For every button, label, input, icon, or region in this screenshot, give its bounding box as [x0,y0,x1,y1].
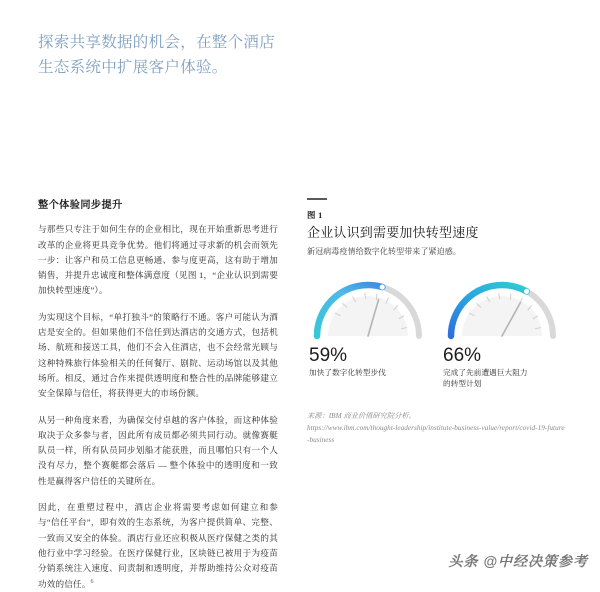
gauge-chart-group [307,270,565,389]
body-paragraph: 与那些只专注于如何生存的企业相比，现在开始重新思考进行改革的企业将更具竞争优势。他们将通过寻求新的机会而领先一步：让客户和员工信息更畅通、参与度更高，这有助于增加销售，并提升忠诚度和整体满意度（见图 1，“企业认识到需要加快转型速度”）。 [38,224,278,296]
figure-source [307,411,565,446]
source-url[interactable]: https://www.ibm.com/thought-leadership/institute-business-value/report/covid-19-future-business [307,423,565,444]
section-heading: 整个体验同步提升 [38,200,123,211]
body-paragraph-last [38,500,278,592]
figure-divider-rule [307,198,327,200]
source-label: 来源：IBM 商业价值研究院分析。 [307,412,416,421]
body-paragraph: 从另一种角度来看，为确保交付卓越的客户体验，而这种体验取决于众多参与者，因此所有成员都必须共同行动。就像赛艇队员一样，所有队员同步划船才能获胜，而且哪怕只有一个人没有尽力，整个赛艇都会落后 — 整个体验中的透明度和一致性是赢得客户信任的关键所在。 [38,414,278,486]
figure-subtitle: 新冠病毒疫情给数字化转型带来了紧迫感。 [307,247,461,257]
gauge-chart-2 [441,270,563,342]
gauge-end-marker [380,285,385,290]
gauge-caption: 完成了先前遭遇巨大阻力 的转型计划 [443,368,528,389]
figure-number-label: 图 1 [307,210,323,220]
headline-line-2: 生态系统中扩展客户体验。 [38,59,228,77]
page-headline [38,30,308,80]
gauge-value-label: 66% [443,345,482,367]
left-text-column [38,199,278,592]
gauge-block [441,270,563,389]
watermark: 头条 @中经决策参考 [448,553,588,569]
gauge-block [307,270,429,378]
body-paragraph-text: 因此，在重塑过程中，酒店企业将需要考虑如何建立和参与“信任平台”，即有效的生态系统，为客户提供简单、完整、一致而又安全的体验。酒店行业还应积极从医疗保健之类的其他行业中学习经验。在医疗保健行业，区块链已被用于为疫苗分销系统注入速度、问责制和透明度，并帮助维持公众对疫苗功效的信任。 [38,502,278,589]
footnote-marker: 6 [90,578,94,585]
figure-panel [307,198,565,446]
gauge-chart-1 [307,270,429,342]
gauge-caption: 加快了数字化转型步伐 [309,368,386,378]
headline-line-1: 探索共享数据的机会，在整个酒店 [38,34,276,51]
figure-title: 企业认识到需要加快转型速度 [307,224,479,240]
body-paragraph: 为实现这个目标，“单打独斗”的策略行不通。客户可能认为酒店是安全的。但如果他们不信任到达酒店的交通方式，包括机场、航班和接送工具，他们不会入住酒店，也不会经常光顾与这种特殊旅行体验相关的任何餐厅、剧院、运动场馆以及其他场所。相反，通过合作来提供透明度和整合性的品牌能够建立安全保障与信任，将获得更大的市场份额。 [38,311,278,399]
gauge-end-marker [524,289,529,294]
gauge-value-label: 59% [309,345,348,367]
